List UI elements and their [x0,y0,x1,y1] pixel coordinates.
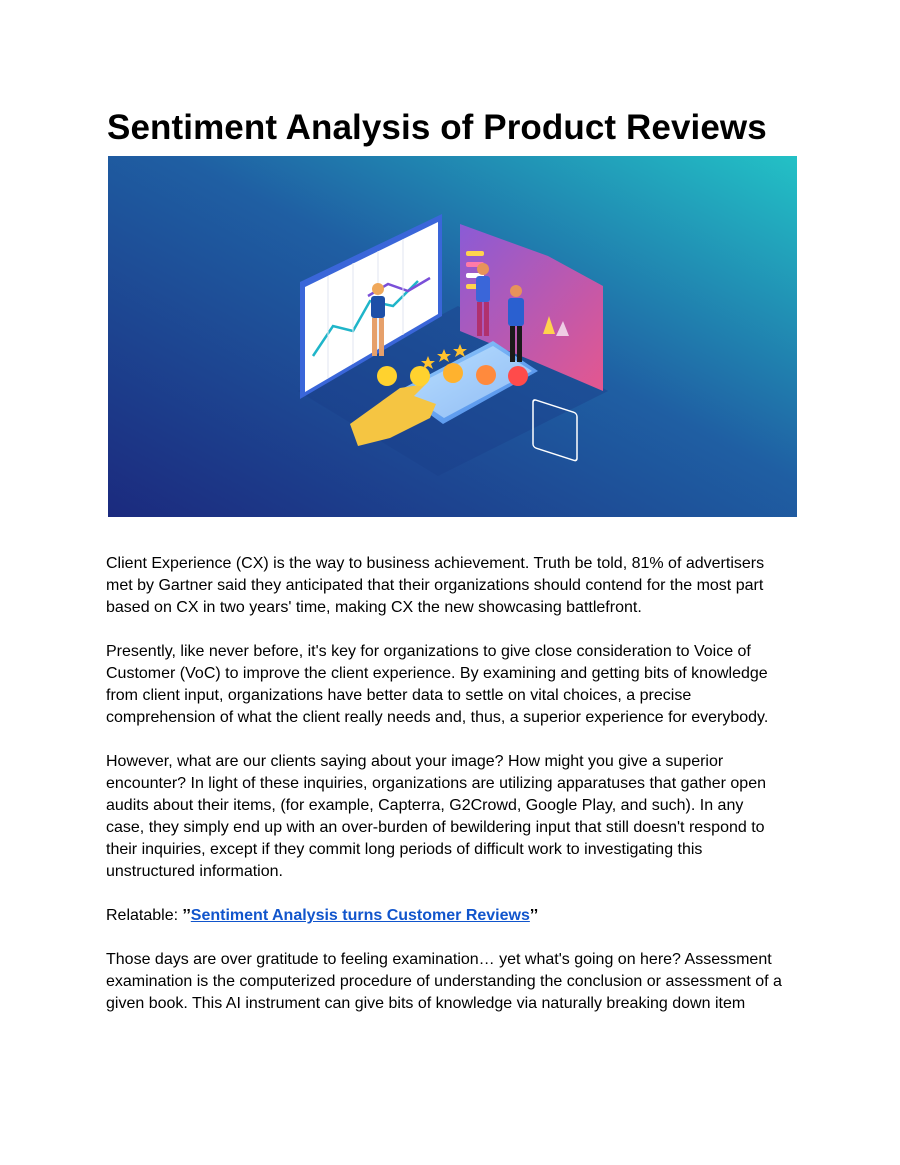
text-line: Those days are over gratitude to feeling examination… yet what's going on here? Assessment [106,951,772,968]
paragraph-4 [106,949,806,1015]
text-line: Client Experience (CX) is the way to business achievement. Truth be told, 81% of advertisers [106,555,765,572]
relatable-prefix: Relatable: [106,907,183,924]
open-quote: ’’ [182,907,191,924]
paragraph-1 [106,553,806,619]
hero-illustration [108,156,797,517]
page-title: Sentiment Analysis of Product Reviews [107,108,767,147]
text-line: based on CX in two years' time, making CX the new showcasing battlefront. [106,599,642,616]
text-line: unstructured information. [106,863,283,880]
close-quote: ’’ [529,907,539,924]
text-line: case, they simply end up with an over-burden of bewildering input that still doesn't respond to [106,819,765,836]
text-line: encounter? In light of these inquiries, organizations are utilizing apparatuses that gather open [106,775,766,792]
paragraph-2 [106,641,806,729]
relatable-line [106,905,806,927]
paragraph-3 [106,751,806,883]
text-line: Customer (VoC) to improve the client experience. By examining and getting bits of knowledge [106,665,768,682]
text-line: from client input, organizations have better data to settle on vital choices, a precise [106,687,692,704]
text-line: audits about their items, (for example, Capterra, G2Crowd, Google Play, and such). In any [106,797,744,814]
text-line: examination is the computerized procedure of understanding the conclusion or assessment of a [106,973,782,990]
related-article-link[interactable]: Sentiment Analysis turns Customer Reviews [190,907,530,924]
text-line: Presently, like never before, it's key for organizations to give close consideration to Voice of [106,643,751,660]
text-line: met by Gartner said they anticipated that their organizations should contend for the most part [106,577,764,594]
text-line: given book. This AI instrument can give bits of knowledge via naturally breaking down item [106,995,746,1012]
article-body [106,553,806,1037]
text-line: their inquiries, except if they commit long periods of difficult work to investigating this [106,841,703,858]
text-line: However, what are our clients saying about your image? How might you give a superior [106,753,724,770]
sentiment-analysis-illustration [108,156,797,517]
text-line: comprehension of what the client really needs and, thus, a superior experience for everybody. [106,709,769,726]
